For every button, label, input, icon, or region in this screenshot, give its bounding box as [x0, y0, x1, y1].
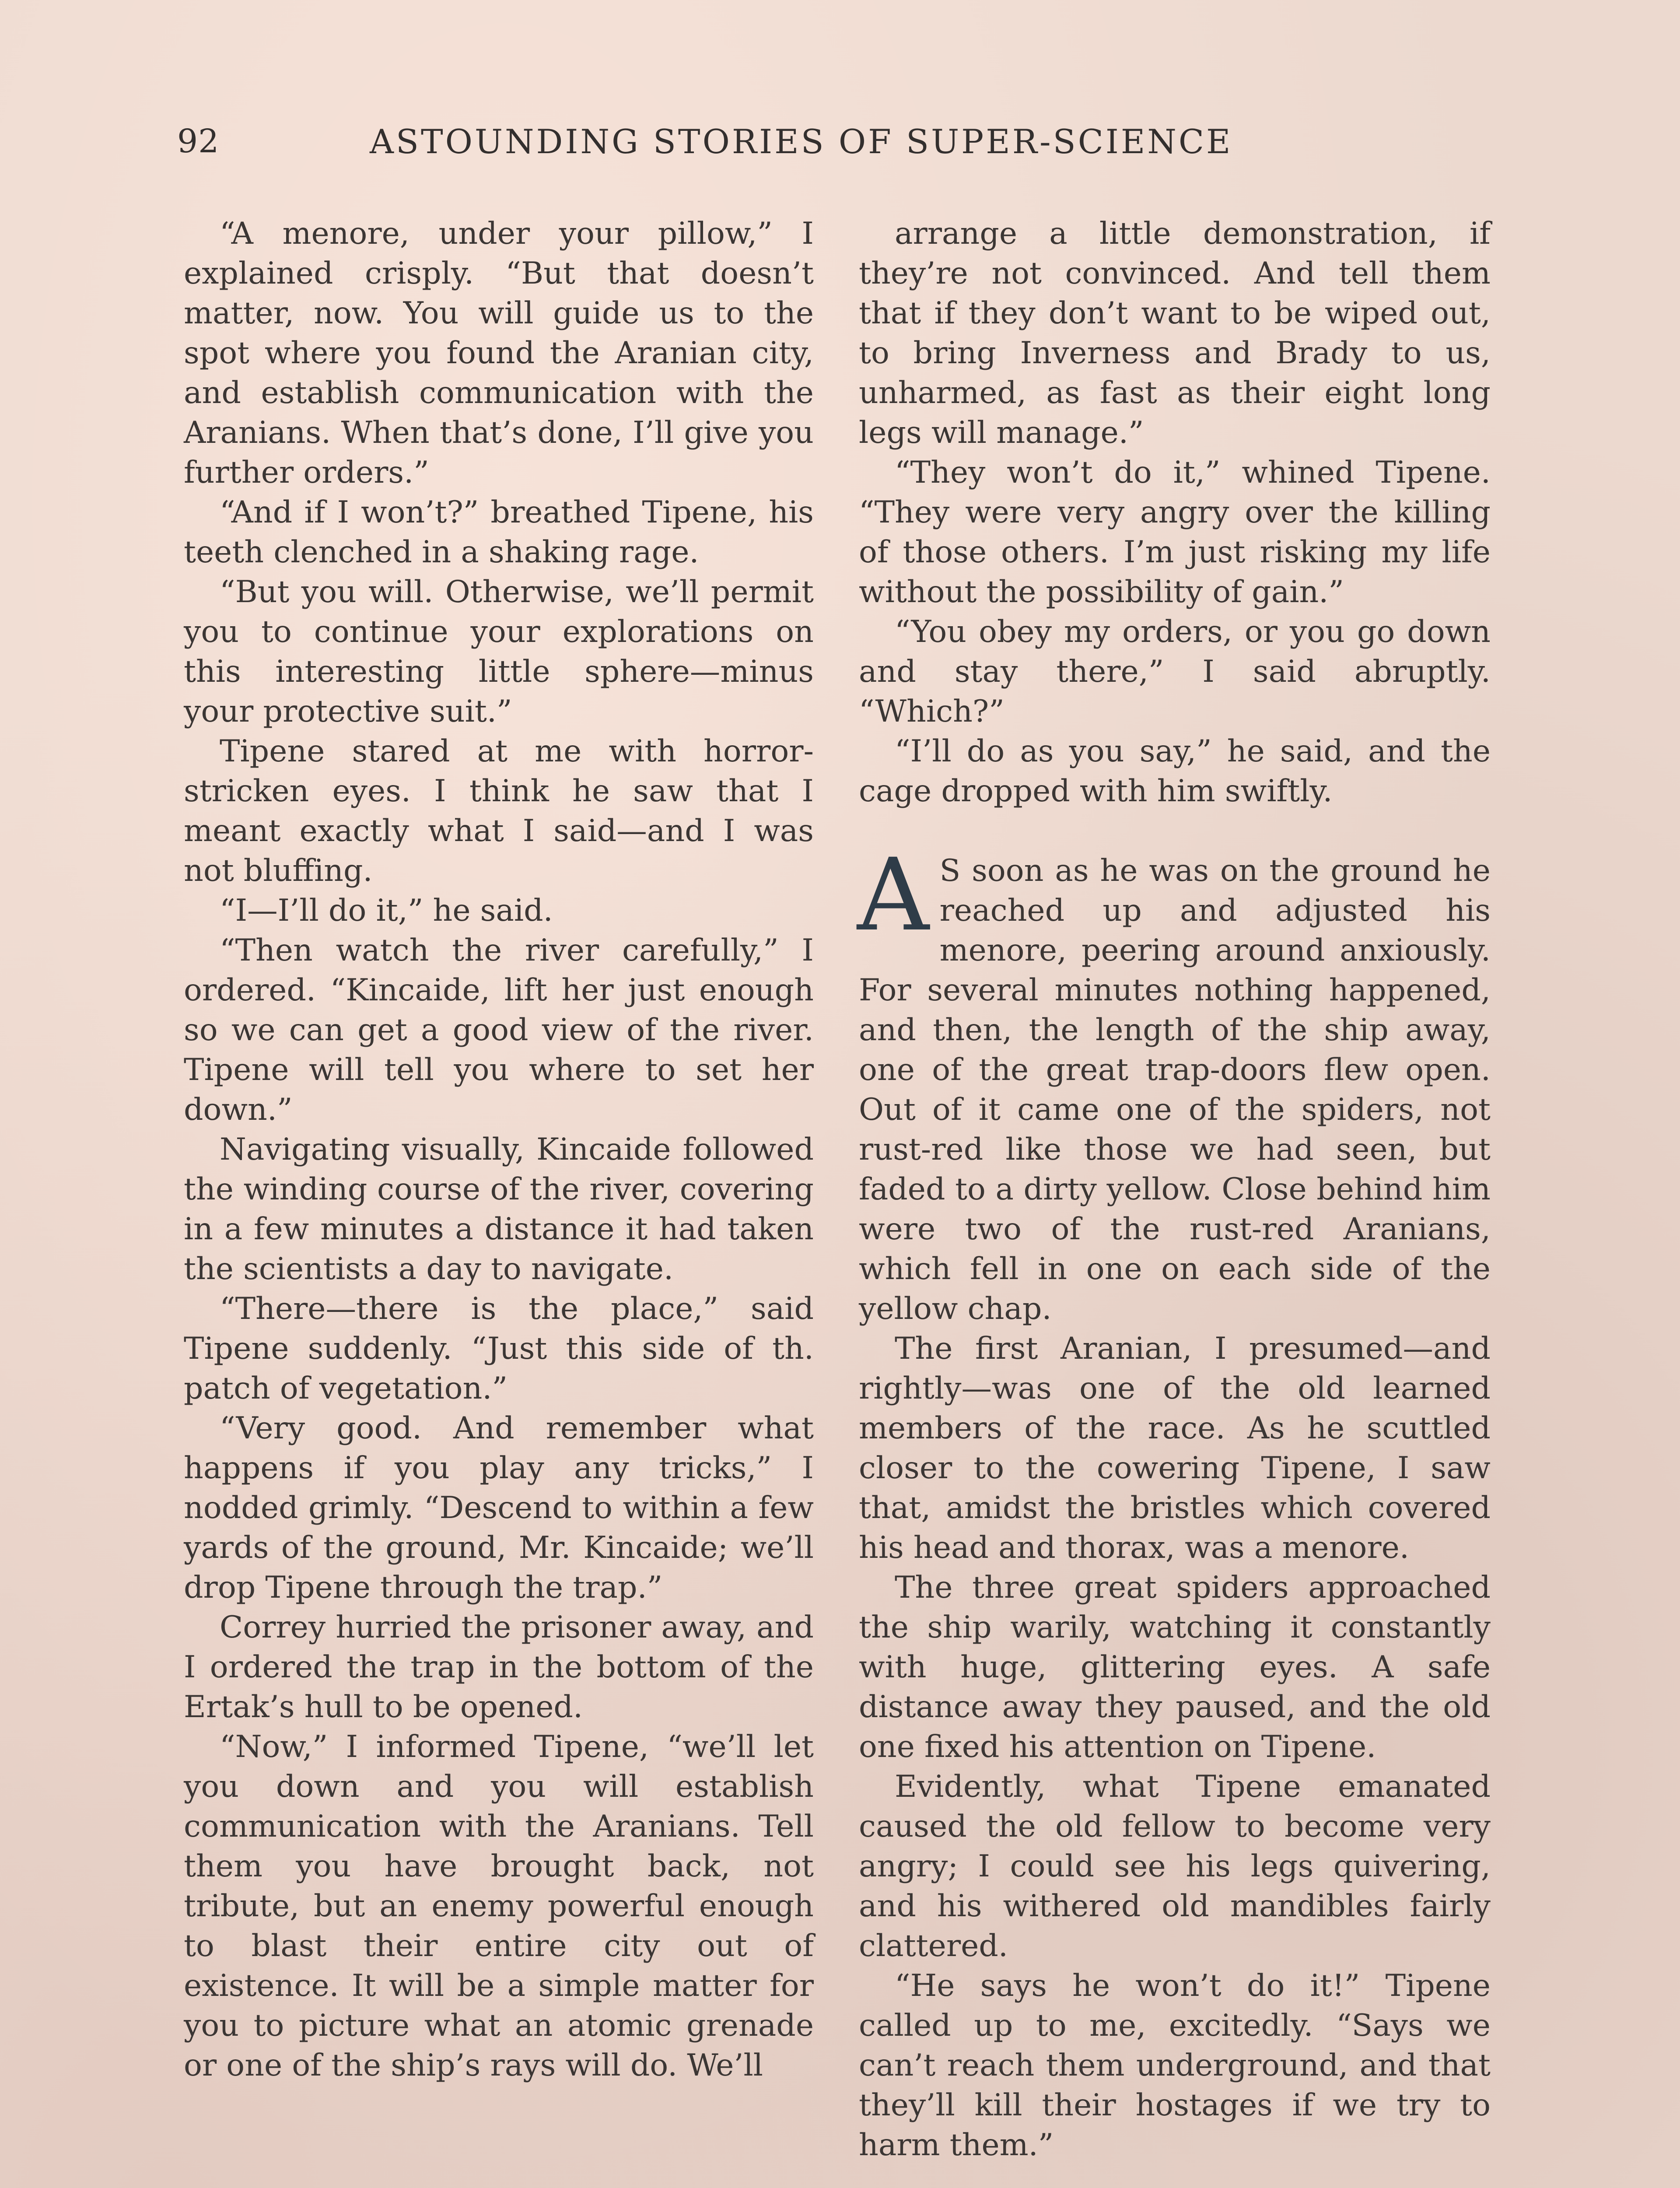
paragraph: arrange a little demonstration, if they’re not convinced. And tell them that if they don’t want to be wiped out, to bring Inverness and Brady to us, unharmed, as fast as their eight long legs will manage.”	[859, 216, 1491, 450]
paragraph: “Very good. And remember what happens if you play any tricks,” I nodded grimly. “Descend to within a few yards of the ground, Mr. Kincaide; we’ll drop Tipene through the trap.”	[184, 1410, 814, 1605]
paragraph: Navigating visually, Kincaide followed the winding course of the river, covering in a few minutes a distance it had taken the scientists a day to navigate.	[184, 1132, 814, 1287]
paragraph: “But you will. Otherwise, we’ll permit you to continue your explorations on this interesting little sphere—minus your protective suit.”	[184, 574, 814, 729]
paragraph: Evidently, what Tipene emanated caused the old fellow to become very angry; I could see his legs quivering, and his withered old mandibles fairly clattered.	[859, 1769, 1491, 1964]
paragraph: “They won’t do it,” whined Tipene. “They were very angry over the killing of those others. I’m just risking my life without the possibility of gain.”	[859, 455, 1491, 610]
paragraph: “I—I’ll do it,” he said.	[220, 893, 553, 928]
right-text-column	[859, 214, 1491, 2165]
drop-cap-letter: A	[857, 837, 929, 953]
paragraph: “He says he won’t do it!” Tipene called up to me, excitedly. “Says we can’t reach them underground, and that they’ll kill their hostages if we try to harm them.”	[859, 1968, 1491, 2163]
paragraph: “You obey my orders, or you go down and stay there,” I said abruptly. “Which?”	[859, 614, 1491, 729]
paragraph: Correy hurried the prisoner away, and I ordered the trap in the bottom of the Ertak’s hull to be opened.	[184, 1609, 814, 1725]
page-number: 92	[177, 123, 220, 160]
paragraph: Tipene stared at me with horror-stricken eyes. I think he saw that I meant exactly what I said—and I was not bluffing.	[184, 733, 814, 888]
paragraph: The three great spiders approached the ship warily, watching it constantly with huge, glittering eyes. A safe distance away they paused, and the old one fixed his attention on Tipene.	[859, 1570, 1491, 1764]
paragraph: “Now,” I informed Tipene, “we’ll let you down and you will establish communication with the Aranians. Tell them you have brought back, not tribute, but an enemy powerful enough to blast their entire city out of existence. It will be a simple matter for you to picture what an atomic grenade or one of the ship’s rays will do. We’ll	[184, 1729, 814, 2083]
paragraph: “A menore, under your pillow,” I explained crisply. “But that doesn’t matter, now. You will guide us to the spot where you found the Aranian city, and establish communication with the Aranians. When that’s done, I’ll give you further orders.”	[184, 216, 814, 490]
paragraph: The first Aranian, I presumed—and rightly—was one of the old learned members of the race. As he scuttled closer to the cowering Tipene, I saw that, amidst the bristles which covered his head and thorax, was a menore.	[859, 1331, 1491, 1565]
paragraph: “I’ll do as you say,” he said, and the cage dropped with him swiftly.	[859, 733, 1491, 809]
dropcap-paragraph-text: S soon as he was on the ground he reached up and adjusted his menore, peering around anxiously. For several minutes nothing happened, and then, the length of the ship away, one of the great trap-doors flew open. Out of it came one of the spiders, not rust-red like those we had seen, but faded to a dirty yellow. Close behind him were two of the rust-red Aranians, which fell in one on each side of the yellow chap.	[859, 853, 1491, 1326]
paragraph: “And if I won’t?” breathed Tipene, his teeth clenched in a shaking rage.	[184, 494, 814, 570]
left-text-column	[184, 214, 814, 2085]
paragraph: “Then watch the river carefully,” I ordered. “Kincaide, lift her just enough so we can get a good view of the river. Tipene will tell you where to set her down.”	[184, 933, 814, 1127]
running-head-title: ASTOUNDING STORIES OF SUPER-SCIENCE	[370, 122, 1233, 161]
paragraph: “There—there is the place,” said Tipene suddenly. “Just this side of th. patch of vegetation.”	[184, 1291, 814, 1406]
dropcap-paragraph	[857, 837, 1491, 1329]
